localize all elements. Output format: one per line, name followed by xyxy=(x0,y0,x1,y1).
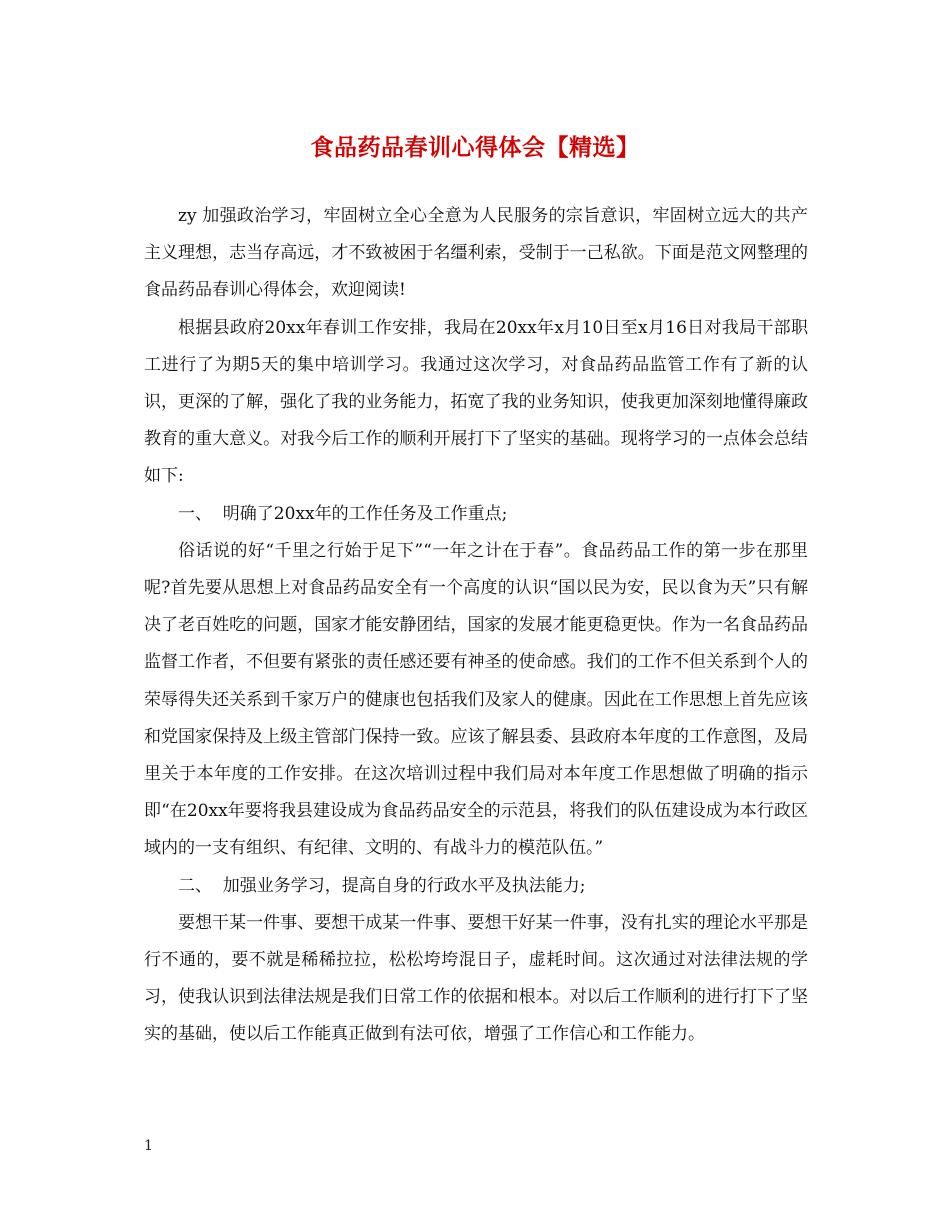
document-body xyxy=(144,198,808,1054)
background-paragraph: 根据县政府20xx年春训工作安排，我局在20xx年x月10日至x月16日对我局干部职工进行了为期5天的集中培训学习。我通过这次学习，对食品药品监管工作有了新的认识，更深的了解，强化了我的业务能力，拓宽了我的业务知识，使我更加深刻地懂得廉政教育的重大意义。对我今后工作的顺利开展打下了坚实的基础。现将学习的一点体会总结如下: xyxy=(144,317,808,487)
page-number: 1 xyxy=(144,1138,153,1154)
section-2-paragraph: 要想干某一件事、要想干成某一件事、要想干好某一件事，没有扎实的理论水平那是行不通的，要不就是稀稀拉拉，松松垮垮混日子，虚耗时间。这次通过对法律法规的学习，使我认识到法律法规是我们日常工作的依据和根本。对以后工作顺利的进行打下了坚实的基础，使以后工作能真正做到有法可依，增强了工作信心和工作能力。 xyxy=(144,912,808,1045)
section-heading-2: 二、 加强业务学习，提高自身的行政水平及执法能力; xyxy=(178,875,586,896)
intro-paragraph: zy 加强政治学习，牢固树立全心全意为人民服务的宗旨意识，牢固树立远大的共产主义理想，志当存高远，才不致被困于名缰利索，受制于一己私欲。下面是范文网整理的食品药品春训心得体会，欢迎阅读! xyxy=(144,206,808,301)
section-heading-1: 一、 明确了20xx年的工作任务及工作重点; xyxy=(178,503,508,524)
document-title: 食品药品春训心得体会【精选】 xyxy=(310,134,640,161)
section-1-paragraph: 俗话说的好“千里之行始于足下”“一年之计在于春”。食品药品工作的第一步在那里呢?首先要从思想上对食品药品安全有一个高度的认识“国以民为安，民以食为天”只有解决了老百姓吃的问题，国家才能安静团结，国家的发展才能更稳更快。作为一名食品药品监督工作者，不但要有紧张的责任感还要有神圣的使命感。我们的工作不但关系到个人的荣辱得失还关系到千家万户的健康也包括我们及家人的健康。因此在工作思想上首先应该和党国家保持及上级主管部门保持一致。应该了解县委、县政府本年度的工作意图，及局里关于本年度的工作安排。在这次培训过程中我们局对本年度工作思想做了明确的指示即“在20xx年要将我县建设成为食品药品安全的示范县，将我们的队伍建设成为本行政区域内的一支有组织、有纪律、文明的、有战斗力的模范队伍。” xyxy=(144,540,808,859)
